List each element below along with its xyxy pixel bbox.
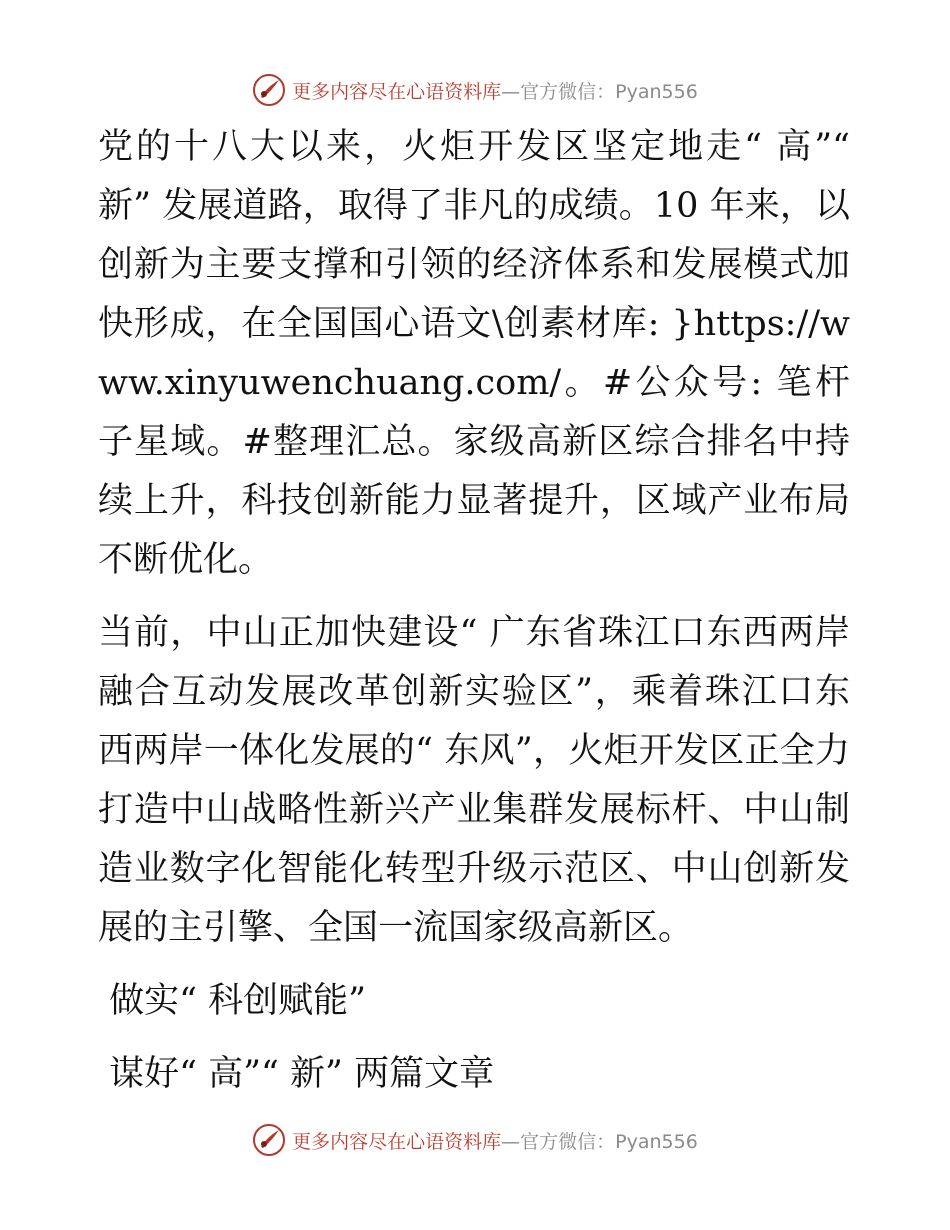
banner-red-text: 更多内容尽在心语资料库 xyxy=(292,1130,502,1153)
footer-banner xyxy=(0,1120,950,1160)
paragraph-2: 当前，中山正加快建设“ 广东省珠江口东西两岸融合互动发展改革创新实验区”，乘着珠江口东西两岸一体化发展的“ 东风”，火炬开发区正全力打造中山战略性新兴产业集群发展标杆、中山制造业数字化智能化转型升级示范区、中山创新发展的主引擎、全国一流国家级高新区。 xyxy=(98,613,850,948)
document-body xyxy=(98,118,850,1118)
banner-gray-text: —官方微信：Pyan556 xyxy=(501,80,698,103)
banner-gray-text: —官方微信：Pyan556 xyxy=(501,1130,698,1153)
quill-logo-icon xyxy=(252,73,286,107)
banner-text xyxy=(292,1127,698,1154)
quill-logo-icon xyxy=(252,1123,286,1157)
banner-red-text: 更多内容尽在心语资料库 xyxy=(292,80,502,103)
subheading-1: 做实“ 科创赋能” xyxy=(98,981,367,1021)
header-banner xyxy=(0,70,950,110)
banner-text xyxy=(292,77,698,104)
subheading-2: 谋好“ 高”“ 新” 两篇文章 xyxy=(98,1054,495,1094)
paragraph-1: 党的十八大以来，火炬开发区坚定地走“ 高”“ 新” 发展道路，取得了非凡的成绩。10 年来，以创新为主要支撑和引领的经济体系和发展模式加快形成，在全国国心语文\创素材库: }https://www.xinyuwenchuang.com/。#公众号: 笔杆子星域。#整理汇总。家级高新区综合排名中持续上升，科技创新能力显著提升，区域产业布局不断优化。 xyxy=(98,127,850,580)
